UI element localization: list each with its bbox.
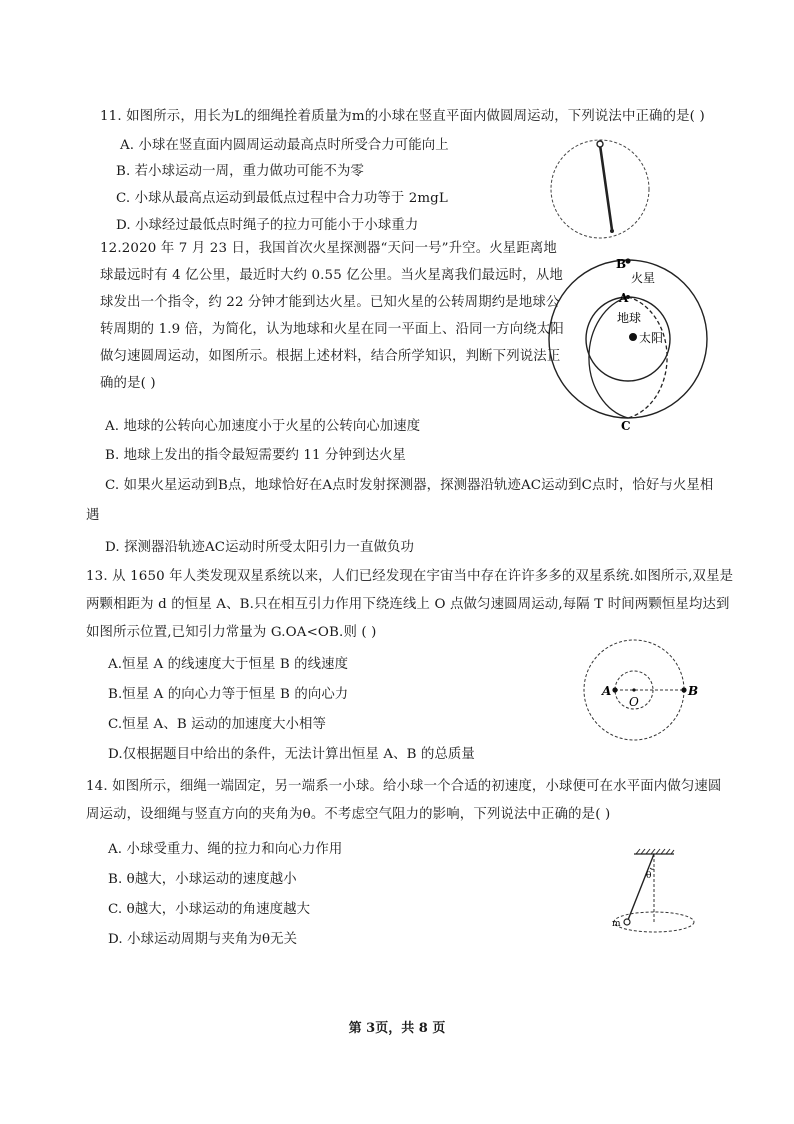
q11-option-b: B. 若小球运动一周，重力做功可能不为零 <box>116 164 364 179</box>
sun-dot <box>629 333 637 341</box>
q13-stem-line-1: 13. 从 1650 年人类发现双星系统以来，人们已经发现在宇宙当中存在许许多多的双星系统.如图所示,双星是 <box>86 569 734 584</box>
label-star-b: B <box>688 684 699 698</box>
label-star-a: A <box>602 684 612 698</box>
q11-rope-line <box>600 145 612 230</box>
q13-binary-star-figure <box>582 638 722 742</box>
label-a: A <box>619 291 629 305</box>
label-mars: 火星 <box>631 271 656 285</box>
q14-stem-line-1: 14. 如图所示，细绳一端固定，另一端系一小球。给小球一个合适的初速度，小球便可在水平面内做匀速圆 <box>86 779 722 794</box>
q12-option-a: A. 地球的公转向心加速度小于火星的公转向心加速度 <box>105 419 421 434</box>
q14-option-b: B. θ越大，小球运动的速度越小 <box>108 872 297 887</box>
q13-stem-line-3: 如图所示位置,已知引力常量为 G.OA<OB.则 ( ) <box>86 625 377 640</box>
mars-orbit-circle <box>549 260 707 418</box>
q12-stem-line-1: 12.2020 年 7 月 23 日，我国首次火星探测器“天问一号”升空。火星距离地 <box>100 241 557 256</box>
label-c: C <box>621 419 631 433</box>
q12-stem-line-5: 做匀速圆周运动，如图所示。根据上述材料，结合所学知识，判断下列说法正 <box>100 349 561 364</box>
q11-top-pivot <box>597 141 603 147</box>
q11-option-a: A. 小球在竖直面内圆周运动最高点时所受合力可能向上 <box>120 138 449 153</box>
string-line <box>628 854 654 920</box>
star-b-dot <box>681 687 686 692</box>
q11-orbit-circle <box>551 140 649 238</box>
q14-option-a: A. 小球受重力、绳的拉力和向心力作用 <box>108 842 343 857</box>
label-theta: θ <box>646 871 652 881</box>
label-mass: m <box>612 919 621 929</box>
q13-stem-line-2: 两颗相距为 d 的恒星 A、B.只在相互引力作用下绕连线上 O 点做匀速圆周运动,每隔 T 时间两颗恒星均达到 <box>86 597 730 612</box>
pendulum-ball <box>624 919 630 925</box>
ceiling-hatch <box>636 849 674 854</box>
q11-vertical-circle-figure <box>548 138 698 248</box>
q12-option-c: C. 如果火星运动到B点，地球恰好在A点时发射探测器，探测器沿轨迹AC运动到C点时，恰好与火星相 <box>105 478 714 493</box>
label-center-o: O <box>629 695 639 709</box>
star-a-dot <box>612 687 617 692</box>
q13-option-b: B.恒星 A 的向心力等于恒星 B 的向心力 <box>108 687 349 702</box>
q11-ball <box>610 229 614 233</box>
q14-stem-line-2: 周运动，设细绳与竖直方向的夹角为θ。不考虑空气阻力的影响，下列说法中正确的是( ) <box>86 807 611 822</box>
q14-option-c: C. θ越大，小球运动的角速度越大 <box>108 902 311 917</box>
q13-option-c: C.恒星 A、B 运动的加速度大小相等 <box>108 717 327 732</box>
page-footer: 第 3页，共 8 页 <box>348 1021 446 1036</box>
q12-orbit-figure <box>548 252 708 432</box>
q14-conical-pendulum-figure <box>608 848 708 940</box>
center-o-dot <box>632 688 635 691</box>
label-earth: 地球 <box>617 311 642 325</box>
q12-option-d: D. 探测器沿轨迹AC运动时所受太阳引力一直做负功 <box>105 540 414 555</box>
q11-option-c: C. 小球从最高点运动到最低点过程中合力功等于 2mgL <box>116 191 448 206</box>
q12-option-b: B. 地球上发出的指令最短需要约 11 分钟到达火星 <box>105 448 406 463</box>
label-sun: 太阳 <box>639 331 664 345</box>
theta-arc <box>650 868 654 869</box>
q14-option-d: D. 小球运动周期与夹角为θ无关 <box>108 932 298 947</box>
q13-option-d: D.仅根据题目中给出的条件，无法计算出恒星 A、B 的总质量 <box>108 747 475 762</box>
q12-option-c-continued: 遇 <box>86 508 100 523</box>
q13-option-a: A.恒星 A 的线速度大于恒星 B 的线速度 <box>108 657 349 672</box>
label-b: B <box>616 257 627 271</box>
q12-stem-line-6: 确的是( ) <box>100 376 156 391</box>
q11-option-d: D. 小球经过最低点时绳子的拉力可能小于小球重力 <box>116 218 419 233</box>
q12-stem-line-3: 球发出一个指令，约 22 分钟才能到达火星。已知火星的公转周期约是地球公 <box>100 295 560 310</box>
mars-dot <box>625 258 630 263</box>
q12-stem-line-4: 转周期的 1.9 倍，为简化，认为地球和火星在同一平面上、沿同一方向绕太阳 <box>100 322 564 337</box>
q12-stem-line-2: 球最远时有 4 亿公里，最近时大约 0.55 亿公里。当火星离我们最远时，从地 <box>100 268 563 283</box>
q11-stem: 11. 如图所示，用长为L的细绳拴着质量为m的小球在竖直平面内做圆周运动，下列说法中正确的是( ) <box>100 109 705 124</box>
